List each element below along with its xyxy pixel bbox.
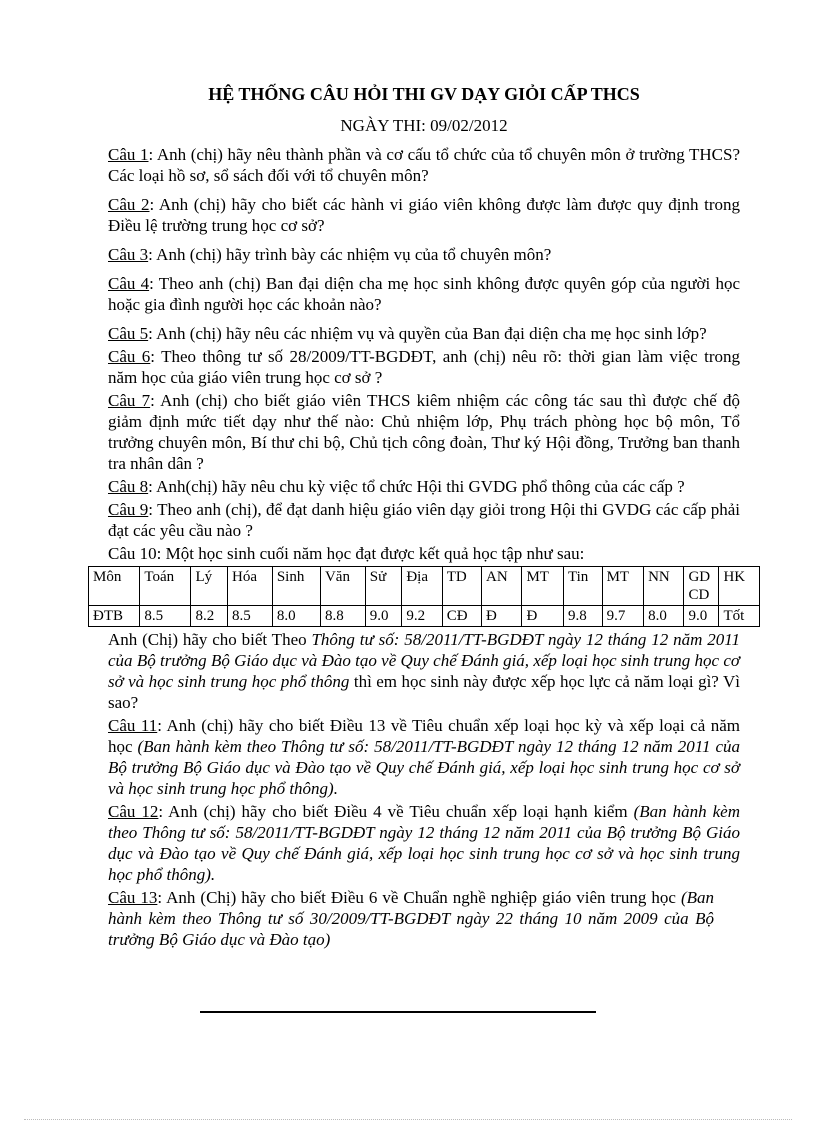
question-label: Câu 3 [108, 245, 149, 264]
question-3 [108, 244, 740, 265]
table-cell: Văn [320, 567, 365, 606]
legal-reference: (Ban hành kèm theo Thông tư số: 58/2011/TT-BGDĐT ngày 12 tháng 12 năm 2011 của Bộ trưởng Bộ Giáo dục và Đào tạo về Quy chế Đánh giá, xếp loại học sinh trung học cơ sở và học sinh trung học phổ thông). [108, 802, 740, 884]
question-2 [108, 194, 740, 236]
question-text: : Theo anh (chị), để đạt danh hiệu giáo viên dạy giỏi trong Hội thi GVDG các cấp phải đạt các yêu cầu nào ? [108, 500, 741, 540]
question-text: : Anh (chị) hãy cho biết các hành vi giáo viên không được làm được quy định trong Điều lệ trường trung học cơ sở? [108, 195, 741, 235]
table-cell: HK [719, 567, 760, 606]
table-cell: 9.2 [402, 606, 442, 627]
table-cell: 9.7 [602, 606, 644, 627]
question-text: : Anh (chị) cho biết giáo viên THCS kiêm nhiệm các công tác sau thì được chế độ giảm định mức tiết dạy như thế nào: Chủ nhiệm lớp, Phụ trách phòng học bộ môn, Tổ trưởng chuyên môn, Bí thư chi bộ, Chủ tịch công đoàn, Thư ký Hội đồng, Trưởng ban thanh tra nhân dân ? [108, 391, 740, 473]
question-6 [108, 346, 740, 388]
table-cell: 8.8 [320, 606, 365, 627]
table-cell: MT [522, 567, 564, 606]
document-title: HỆ THỐNG CÂU HỎI THI GV DẠY GIỎI CẤP THCS [208, 84, 640, 104]
question-12 [108, 801, 740, 885]
question-label: Câu 1 [108, 145, 149, 164]
closing-divider [200, 1011, 596, 1013]
table-cell: Môn [89, 567, 140, 606]
table-cell: NN [644, 567, 684, 606]
table-cell: 8.0 [644, 606, 684, 627]
question-text: : Anh (chị) hãy nêu các nhiệm vụ và quyền của Ban đại diện cha mẹ học sinh lớp? [148, 324, 707, 343]
table-cell: MT [602, 567, 644, 606]
question-label: Câu 11 [108, 716, 158, 735]
question-label: Câu 9 [108, 500, 149, 519]
table-cell: Tốt [719, 606, 760, 627]
table-cell: ĐTB [89, 606, 140, 627]
table-row-scores [89, 606, 760, 627]
question-label: Câu 5 [108, 324, 149, 343]
table-cell: AN [482, 567, 522, 606]
score-table [88, 566, 760, 627]
table-row-subjects [89, 567, 760, 606]
question-label: Câu 2 [108, 195, 150, 214]
question-13 [108, 887, 714, 950]
table-cell: 8.5 [228, 606, 273, 627]
question-10-ask [108, 629, 740, 713]
question-text: : Theo thông tư số 28/2009/TT-BGDĐT, anh (chị) nêu rõ: thời gian làm việc trong năm học của giáo viên trung học cơ sở ? [108, 347, 740, 387]
question-label: Câu 13 [108, 888, 158, 907]
question-text: Anh (Chị) hãy cho biết Theo [108, 630, 312, 649]
question-label: Câu 8 [108, 477, 149, 496]
question-9 [108, 499, 740, 541]
question-8 [108, 476, 740, 497]
table-cell: Sinh [272, 567, 320, 606]
question-4 [108, 273, 740, 315]
table-cell: 9.0 [684, 606, 719, 627]
document-page [93, 80, 746, 952]
table-cell: 9.0 [365, 606, 402, 627]
question-text: thì em học sinh này được xếp học lực cả năm loại gì? Vì sao? [108, 672, 740, 712]
table-cell: Đ [522, 606, 564, 627]
question-10-intro: Câu 10: Một học sinh cuối năm học đạt được kết quả học tập như sau: [108, 544, 585, 563]
question-label: Câu 4 [108, 274, 150, 293]
table-cell: Đ [482, 606, 522, 627]
question-5 [108, 323, 740, 344]
legal-reference: (Ban hành kèm theo Thông tư số 30/2009/TT-BGDĐT ngày 22 tháng 10 năm 2009 của Bộ trưởng Bộ Giáo dục và Đào tạo) [108, 888, 714, 949]
question-text: : Anh (chị) hãy cho biết Điều 4 về Tiêu chuẩn xếp loại hạnh kiểm [158, 802, 634, 821]
table-cell: 8.5 [140, 606, 191, 627]
table-cell: Tin [563, 567, 602, 606]
question-text: : Theo anh (chị) Ban đại diện cha mẹ học sinh không được quyên góp của người học hoặc gia đình người học các khoản nào? [108, 274, 740, 314]
question-text: : Anh (chị) hãy nêu thành phần và cơ cấu tổ chức của tổ chuyên môn ở trường THCS? Các loại hồ sơ, sổ sách đối với tổ chuyên môn? [108, 145, 741, 185]
table-cell: Toán [140, 567, 191, 606]
question-label: Câu 12 [108, 802, 159, 821]
table-cell: Sử [365, 567, 402, 606]
legal-reference: Thông tư số: 58/2011/TT-BGDĐT ngày 12 tháng 12 năm 2011 của Bộ trưởng Bộ Giáo dục và Đào tạo về Quy chế Đánh giá, xếp loại học sinh trung học cơ sở và học sinh trung học phổ thông [108, 630, 740, 691]
question-text: : Anh (chị) hãy cho biết Điều 13 về Tiêu chuẩn xếp loại học kỳ và xếp loại cả năm học [108, 716, 740, 756]
exam-date: NGÀY THI: 09/02/2012 [340, 116, 508, 135]
table-cell: 9.8 [563, 606, 602, 627]
table-cell: TD [442, 567, 481, 606]
table-cell: 8.2 [191, 606, 228, 627]
table-cell: Hóa [228, 567, 273, 606]
question-text: : Anh (chị) hãy trình bày các nhiệm vụ của tổ chuyên môn? [148, 245, 552, 264]
question-text: : Anh (Chị) hãy cho biết Điều 6 về Chuẩn nghề nghiệp giáo viên trung học [157, 888, 681, 907]
table-cell: GD CD [684, 567, 719, 606]
question-11 [108, 715, 740, 799]
question-label: Câu 7 [108, 391, 151, 410]
question-7 [108, 390, 740, 474]
table-cell: Địa [402, 567, 442, 606]
page-break-line [24, 1119, 792, 1120]
table-cell: 8.0 [272, 606, 320, 627]
legal-reference: (Ban hành kèm theo Thông tư số: 58/2011/TT-BGDĐT ngày 12 tháng 12 năm 2011 của Bộ trưởng Bộ Giáo dục và Đào tạo về Quy chế Đánh giá, xếp loại học sinh trung học cơ sở và học sinh trung học phổ thông). [108, 737, 741, 798]
table-cell: CĐ [442, 606, 481, 627]
question-text: : Anh(chị) hãy nêu chu kỳ việc tổ chức Hội thi GVDG phổ thông của các cấp ? [148, 477, 685, 496]
question-1 [108, 144, 740, 186]
table-cell: Lý [191, 567, 228, 606]
question-label: Câu 6 [108, 347, 151, 366]
